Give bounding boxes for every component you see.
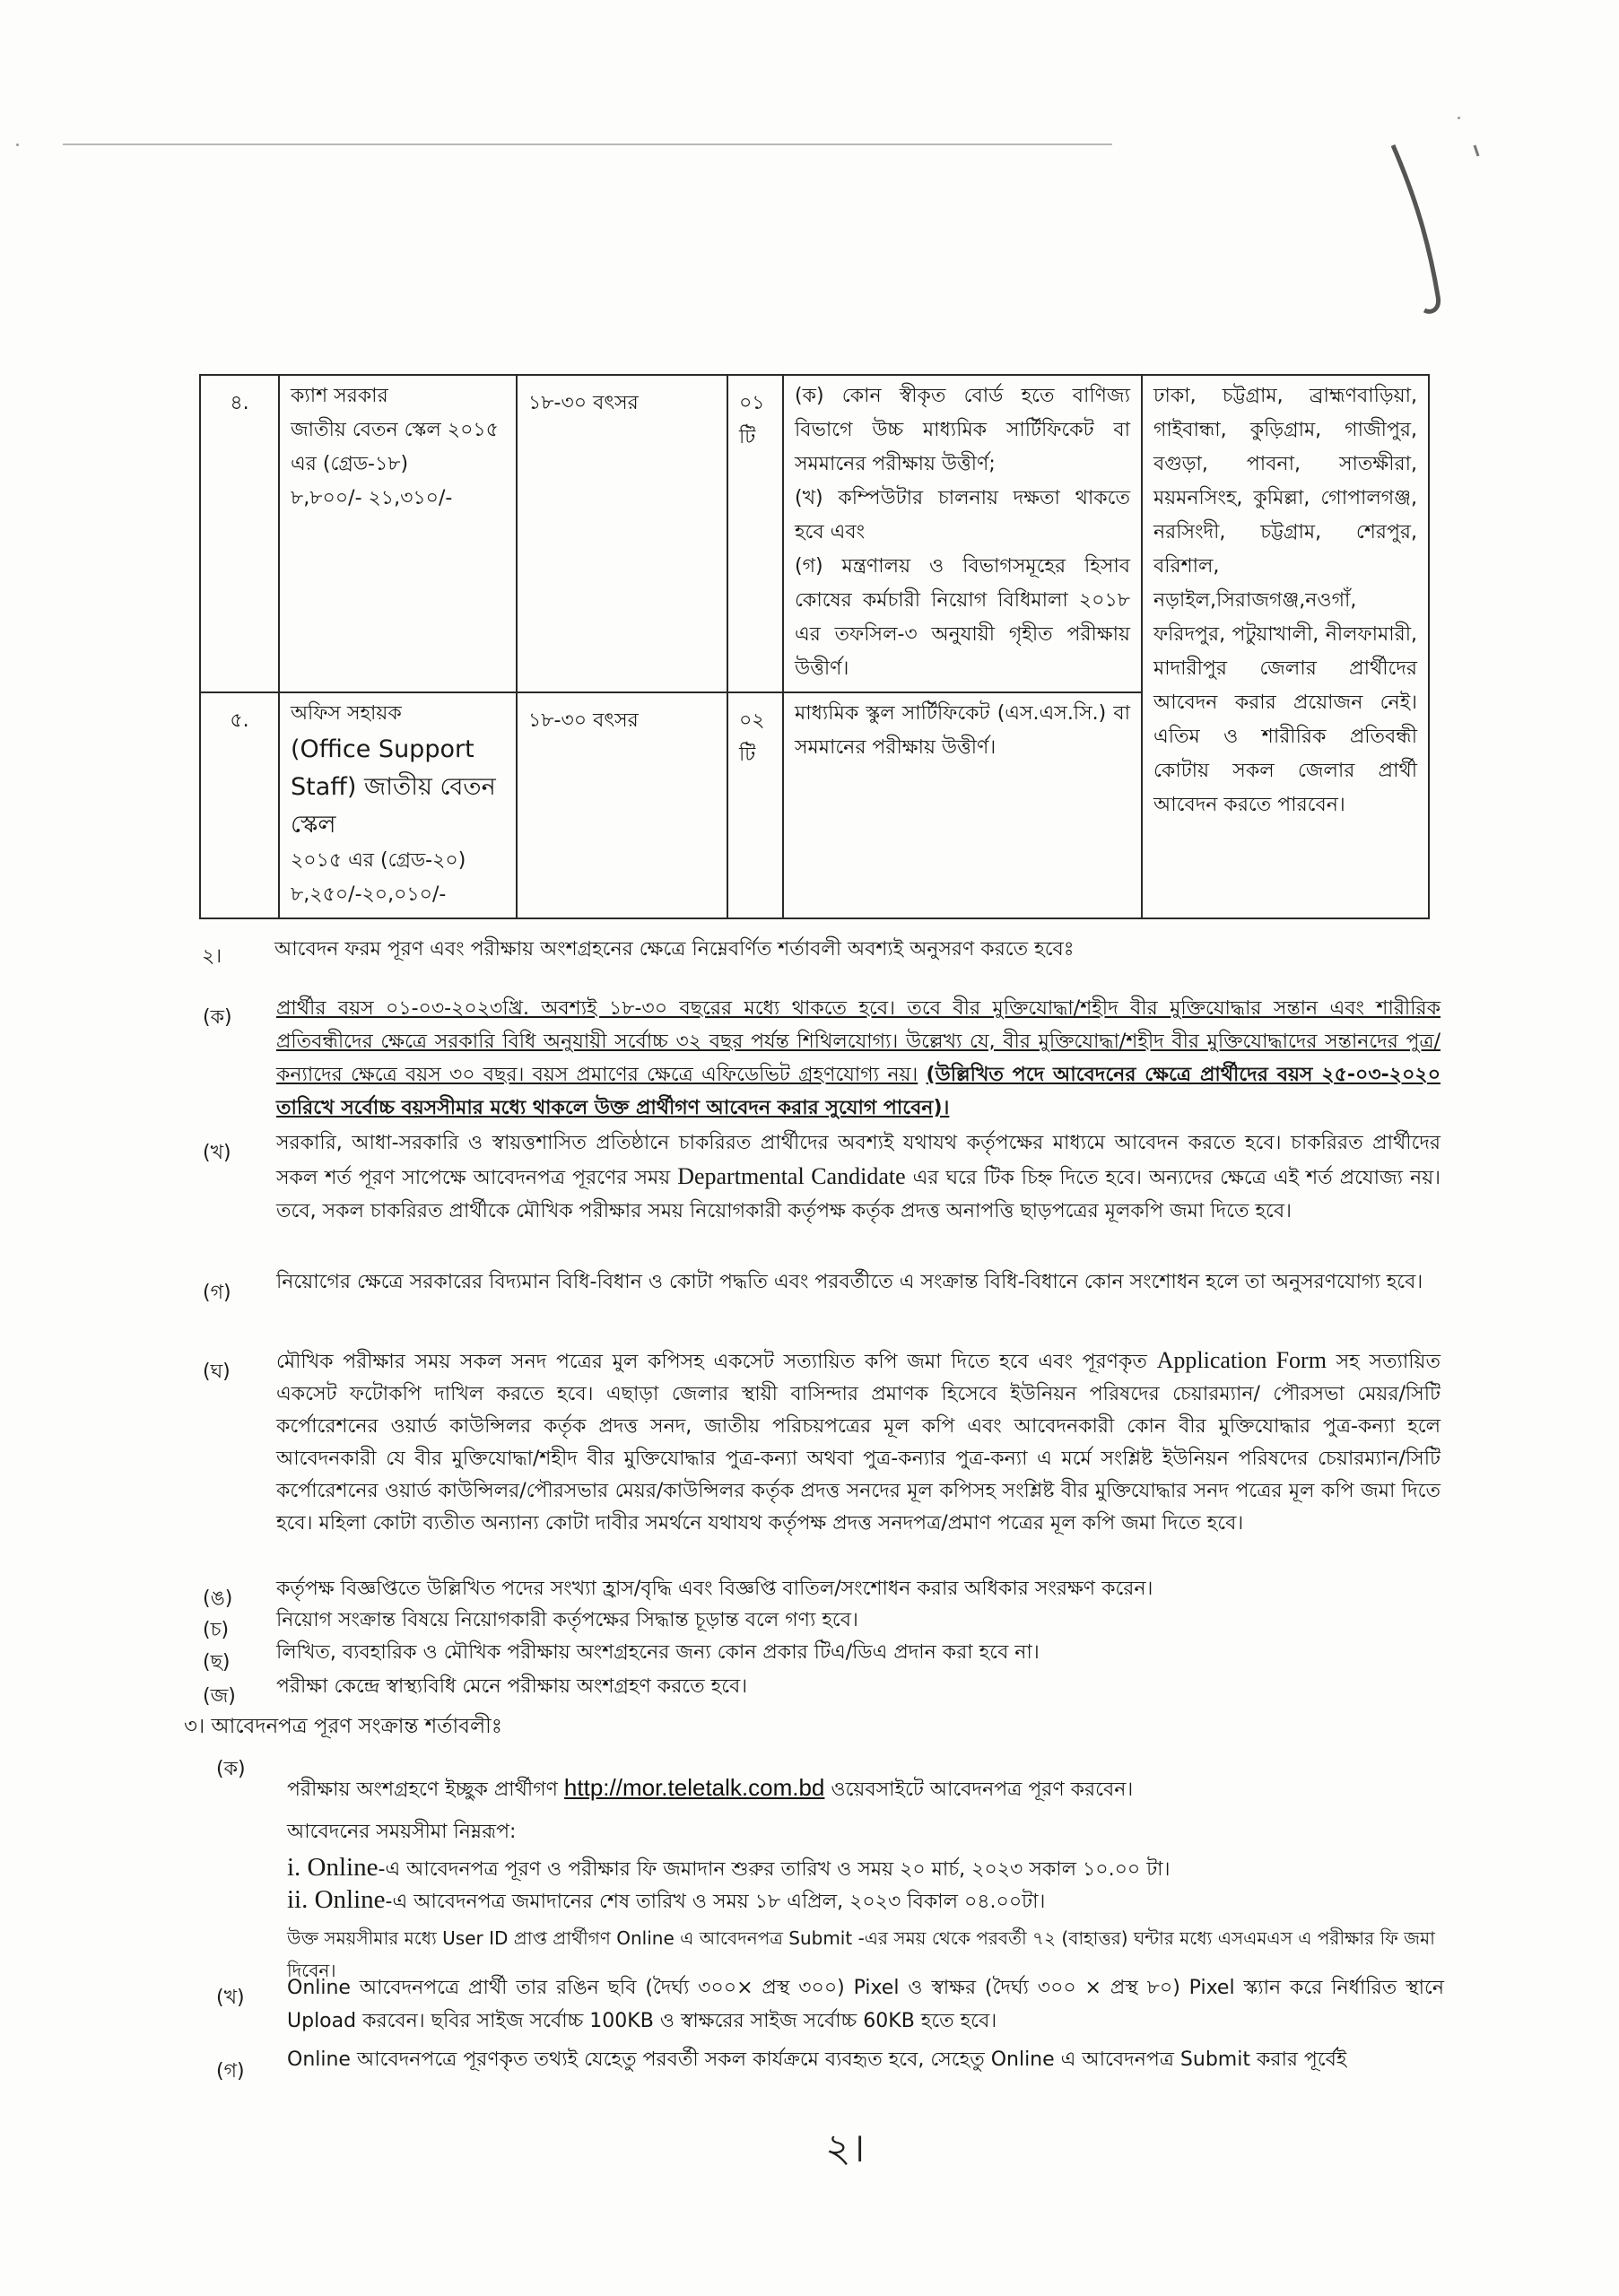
post-line: এর (গ্রেড-১৮) [291,453,409,475]
serial-cell: ৫. [200,692,279,918]
serial-cell: ৪. [200,375,279,692]
condition-text: পরীক্ষায় অংশগ্রহণে ইচ্ছুক প্রার্থীগণ [287,1779,558,1801]
district-note-cell: ঢাকা, চট্টগ্রাম, ব্রাহ্মণবাড়িয়া, গাইবান্ধা, কুড়িগ্রাম, গাজীপুর, বগুড়া, পাবনা, সাতক্ষীরা, ময়মনসিংহ, কুমিল্লা, গোপালগঞ্জ, নরসিংদী, চট্টগ্রাম, শেরপুর, বরিশাল, নড়াইল,সিরাজগঞ্জ,নওগাঁ, ফরিদপুর, পটুয়াখালী, নীলফামারী, মাদারীপুর জেলার প্রার্থীদের আবেদন করার প্রয়োজন নেই। এতিম ও শারীরিক প্রতিবন্ধী কোটায় সকল জেলার প্রার্থী আবেদন করতে পারবেন। [1142,375,1429,918]
apply-online-line [287,1771,1444,1806]
post-table [199,374,1430,919]
item-label: (চ) [203,1619,230,1641]
qualification-cell [783,692,1142,918]
section-number: ২। [202,945,222,968]
post-line: অফিস সহায়ক [291,702,402,725]
condition-text: ওয়েবসাইটে আবেদনপত্র পূরণ করবেন। [831,1779,1134,1801]
age-rule-bold: (উল্লিখিত পদে আবেদনের ক্ষেত্রে প্রার্থীদের বয়স ২৫-০৩-২০২০ তারিখে সর্বোচ্চ বয়সসীমার মধ্যে থাকলে উক্ত প্রার্থীগণ আবেদন করার সুযোগ পাবেন)। [276,1064,1441,1119]
condition-text: সরকারি, আধা-সরকারি ও স্বায়ত্তশাসিত প্রতিষ্ঠানে চাকরিরত প্রার্থীদের অবশ্যই যথাযথ কর্তৃপক্ষের মাধ্যমে আবেদন করতে হবে। চাকরিরত প্রার্থীদের সকল শর্ত পূরণ সাপেক্ষে আবেদনপত্র পূরণের সময় [276,1132,1441,1189]
condition-quota: নিয়োগের ক্ষেত্রে সরকারের বিদ্যমান বিধি-বিধান ও কোটা পদ্ধতি এবং পরবর্তীতে এ সংক্রান্ত বিধি-বিধানে কোন সংশোধন হলে তা অনুসরণযোগ্য হবে। [276,1271,1423,1293]
page-number: ২। [825,2126,866,2171]
condition-text: এর ঘরে টিক চিহ্ন দিতে হবে। অন্যদের ক্ষেত্রে এই শর্ত প্রযোজ্য নয়। তবে, সকল চাকরিরত প্রার্থীকে মৌখিক পরীক্ষার সময় নিয়োগকারী কর্তৃপক্ষ কর্তৃক প্রদত্ত অনাপত্তি ছাড়পত্রের মূলকপি জমা দিতে হবে। [276,1167,1441,1222]
online-label: i. Online [287,1853,379,1882]
qualification-item: মাধ্যমিক স্কুল সার্টিফিকেট (এস.এস.সি.) বা সমমানের পরীক্ষায় উত্তীর্ণ। [795,702,1130,759]
teletalk-link[interactable]: http://mor.teletalk.com.bd [563,1774,825,1801]
submit-rule: Online আবেদনপত্রে পূরণকৃত তথ্যই যেহেতু পরবর্তী সকল কার্যক্রমে ব্যবহৃত হবে, সেহেতু Online এ আবেদনপত্র Submit করার পূর্বেই [287,2048,1347,2071]
condition-no-ta-da: লিখিত, ব্যবহারিক ও মৌখিক পরীক্ষায় অংশগ্রহনের জন্য কোন প্রকার টিএ/ডিএ প্রদান করা হবে না। [276,1641,1040,1664]
item-label: (খ) [203,1142,231,1164]
qualification-item: (গ) মন্ত্রণালয় ও বিভাগসমূহের হিসাব কোষের কর্মচারী নিয়োগ বিধিমালা ২০১৮ এর তফসিল-৩ অনুযায়ী গৃহীত পরীক্ষায় উত্তীর্ণ। [795,555,1130,680]
condition-employed [276,1126,1441,1228]
scan-speck [1458,117,1460,119]
schedule-start [287,1851,1444,1886]
item-label: (ঙ) [203,1587,233,1610]
photo-signature-rule: Online আবেদনপত্রে প্রার্থী তার রঙিন ছবি (দৈর্ঘ্য ৩০০× প্রস্থ ৩০০) Pixel ও স্বাক্ষর (দৈর্ঘ্য ৩০০ × প্রস্থ ৮০) Pixel স্ক্যান করে নির্ধারিত স্থানে Upload করবেন। ছবির সাইজ সর্বোচ্চ 100KB ও স্বাক্ষরের সাইজ সর্বোচ্চ 60KB হতে হবে। [287,1977,1444,2032]
departmental-candidate-term: Departmental Candidate [677,1163,906,1189]
item-label: (গ) [203,1282,231,1304]
post-line: ৮,৮০০/- ২১,৩১০/- [291,487,453,509]
count-cell: ০১ টি [727,375,783,692]
fee-note: উক্ত সময়সীমার মধ্যে User ID প্রাপ্ত প্রার্থীগণ Online এ আবেদনপত্র Submit -এর সময় থেকে পরবর্তী ৭২ (বাহাত্তর) ঘন্টার মধ্যে এসএমএস এ পরীক্ষার ফি জমা দিবেন। [287,1927,1435,1981]
age-cell: ১৮-৩০ বৎসর [517,692,727,918]
post-line: ৮,২৫০/-২০,০১০/- [291,883,447,906]
qualification-item: (খ) কম্পিউটার চালনায় দক্ষতা থাকতে হবে এবং [795,487,1130,544]
application-form-term: Application Form [1156,1347,1327,1373]
section-heading: ৩। আবেদনপত্র পূরণ সংক্রান্ত শর্তাবলীঃ [184,1715,502,1738]
post-cell [279,692,517,918]
post-line: ক্যাশ সরকার [291,385,388,407]
schedule-end-text: -এ আবেদনপত্র জমাদানের শেষ তারিখ ও সময় ১৮ এপ্রিল, ২০২৩ বিকাল ০৪.০০টা। [385,1891,1046,1913]
scan-speck [16,144,19,146]
count-cell: ০২ টি [727,692,783,918]
qualification-cell [783,375,1142,692]
condition-health-rules: পরীক্ষা কেন্দ্রে স্বাস্থ্যবিধি মেনে পরীক্ষায় অংশগ্রহণ করতে হবে। [276,1675,748,1698]
scan-edge-line [63,144,1112,145]
schedule-heading: আবেদনের সময়সীমা নিম্নরূপ: [287,1821,517,1843]
section-heading: আবেদন ফরম পূরণ এবং পরীক্ষায় অংশগ্রহনের ক্ষেত্রে নিম্নেবর্ণিত শর্তাবলী অবশ্যই অনুসরণ করতে হবেঃ [274,938,1075,961]
post-line: Staff) জাতীয় বেতন স্কেল [291,773,496,839]
condition-text: সহ সত্যায়িত একসেট ফটোকপি দাখিল করতে হবে। এছাড়া জেলার স্থায়ী বাসিন্দার প্রমাণক হিসেবে ইউনিয়ন পরিষদের চেয়ারম্যান/ পৌরসভা মেয়র/সিটি কর্পোরেশনের ওয়ার্ড কাউন্সিলর কর্তৃক প্রদত্ত সনদ, জাতীয় পরিচয়পত্রের মূল কপি এবং আবেদনকারী কোন বীর মুক্তিযোদ্ধার পুত্র-কন্যা হলে আবেদনকারী যে বীর মুক্তিযোদ্ধা/শহীদ বীর মুক্তিযোদ্ধার পুত্র-কন্যা অথবা পুত্র-কন্যার পুত্র-কন্যা এ মর্মে সংশ্লিষ্ট ইউনিয়ন পরিষদের চেয়ারম্যান/সিটি কর্পোরেশনের ওয়ার্ড কাউন্সিলর/পৌরসভার মেয়র/কাউন্সিলর কর্তৃক প্রদত্ত সনদের মূল কপিসহ সংশ্লিষ্ট বীর মুক্তিযোদ্ধার সনদ পত্রের মূল কপি জমা দিতে হবে। মহিলা কোটা ব্যতীত অন্যান্য কোটা দাবীর সমর্থনে যথাযথ কর্তৃপক্ষ প্রদত্ত সনদপত্র/প্রমাণ পত্রের মূল কপি জমা দিতে হবে। [276,1351,1441,1535]
post-line: ২০১৫ এর (গ্রেড-২০) [291,849,466,872]
post-line: (Office Support [291,735,474,763]
age-cell: ১৮-৩০ বৎসর [517,375,727,692]
item-label: (জ) [203,1685,236,1708]
post-cell [279,375,517,692]
item-label: (ক) [203,1006,232,1029]
table-row [200,375,1429,692]
condition-final-decision: নিয়োগ সংক্রান্ত বিষয়ে নিয়োগকারী কর্তৃপক্ষের সিদ্ধান্ত চূড়ান্ত বলে গণ্য হবে। [276,1609,858,1631]
condition-text: মৌখিক পরীক্ষার সময় সকল সনদ পত্রের মুল কপিসহ একসেট সত্যায়িত কপি জমা দিতে হবে এবং পূরণকৃত [276,1351,1147,1373]
age-rule-text: প্রার্থীর বয়স ০১-০৩-২০২৩খ্রি. অবশ্যই ১৮-৩০ বছরের মধ্যে থাকতে হবে। তবে বীর মুক্তিযোদ্ধা/শহীদ বীর মুক্তিযোদ্ধার সন্তান এবং শারীরিক প্রতিবন্ধীদের ক্ষেত্রে সরকারি বিধি অনুযায়ী সর্বোচ্চ ৩২ বছর পর্যন্ত শিথিলযোগ্য। উল্লেখ্য যে, বীর মুক্তিযোদ্ধা/শহীদ বীর মুক্তিযোদ্ধাদের সন্তানদের পুত্র/কন্যাদের ক্ষেত্রে বয়স ৩০ বছর। বয়স প্রমাণের ক্ষেত্রে এফিডেভিট গ্রহণযোগ্য নয়। [276,997,1441,1086]
schedule-start-text: -এ আবেদনপত্র পূরণ ও পরীক্ষার ফি জমাদান শুরুর তারিখ ও সময় ২০ মার্চ, ২০২৩ সকাল ১০.০০ টা। [378,1858,1171,1881]
schedule-end [287,1883,1444,1918]
condition-age [276,992,1441,1125]
item-label: (ক) [216,1758,246,1780]
condition-viva-docs [276,1344,1441,1540]
item-label: (ঘ) [203,1361,231,1383]
scan-fold-mark [1388,144,1487,323]
online-label: ii. Online [287,1885,386,1914]
item-label: (ছ) [203,1651,231,1674]
item-label: (গ) [216,2060,245,2083]
qualification-item: (ক) কোন স্বীকৃত বোর্ড হতে বাণিজ্য বিভাগে উচ্চ মাধ্যমিক সার্টিফিকেট বা সমমানের পরীক্ষায় উত্তীর্ণ; [795,385,1130,475]
condition-authority-rights: কর্তৃপক্ষ বিজ্ঞপ্তিতে উল্লিখিত পদের সংখ্যা হ্রাস/বৃদ্ধি এবং বিজ্ঞপ্তি বাতিল/সংশোধন করার অধিকার সংরক্ষণ করেন। [276,1578,1153,1600]
item-label: (খ) [216,1987,245,2009]
post-line: জাতীয় বেতন স্কেল ২০১৫ [291,419,499,441]
